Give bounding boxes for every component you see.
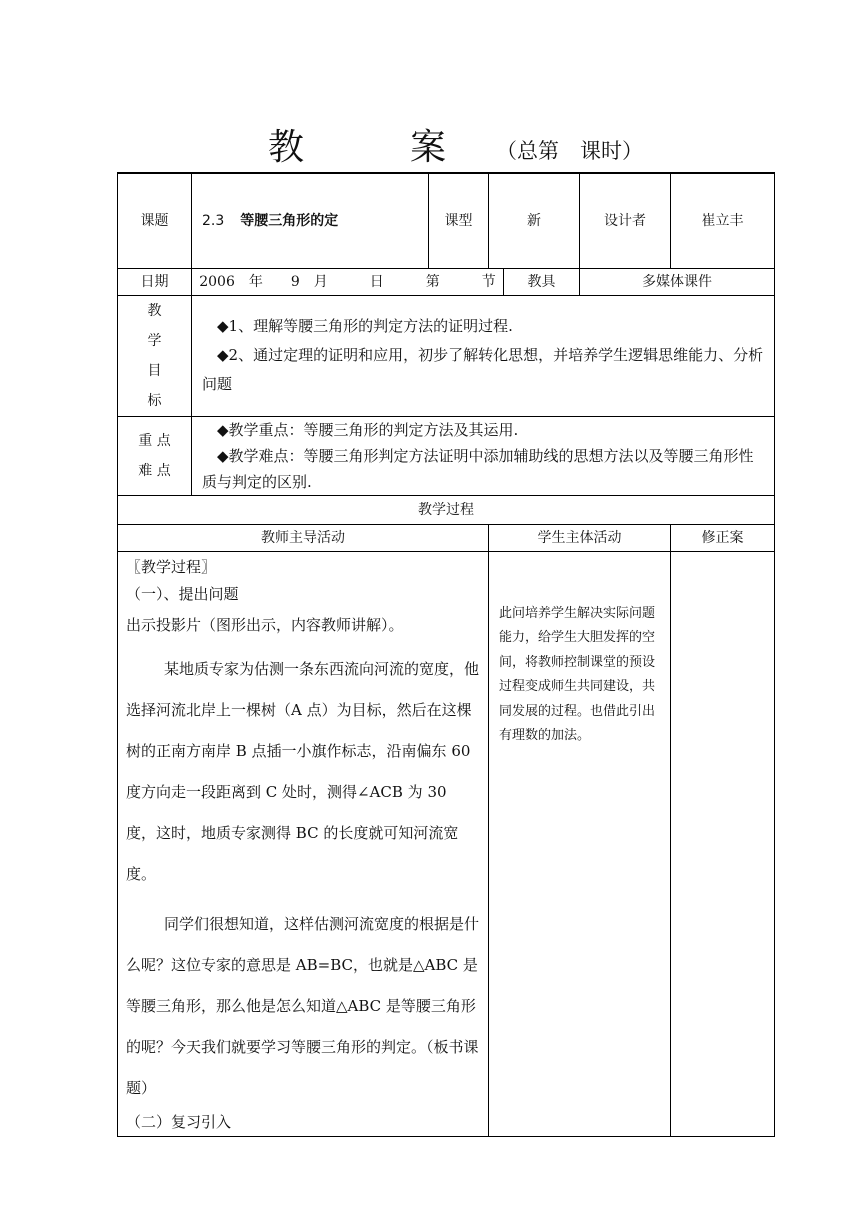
heading-char-jiao: 教 [268,127,305,168]
goal-item: ◆1、理解等腰三角形的判定方法的证明过程. [217,317,513,335]
goals-label-char: 标 [147,392,162,409]
goals-label-char: 教 [147,302,162,319]
goals-label-char: 目 [147,362,162,379]
process-content-row [118,551,775,1136]
key-point-item: ◆教学难点：等腰三角形判定方法证明中添加辅助线的思想方法以及等腰三角形性质与判定的区别. [202,446,754,491]
section-heading: （二）复习引入 [126,1112,232,1131]
intro-text: 出示投影片（图形出示，内容教师讲解）。 [126,615,404,634]
goals-content [192,295,775,416]
revise-column-header: 修正案 [671,524,775,551]
date-value: 2006 年 9 月 日 第 节 [192,268,504,295]
process-heading: 〖教学过程〗 [126,557,217,576]
goals-label-char: 学 [147,332,162,349]
topic-row [118,173,775,268]
process-header-row [118,524,775,551]
key-points-content [192,416,775,495]
student-activity-text: 此问培养学生解决实际问题能力，给学生大胆发挥的空间，将教师控制课堂的预设过程变成师生共同建设，共同发展的过程。也借此引出有理数的加法。 [499,605,656,743]
key-label-line: 难 点 [138,462,171,479]
tools-label: 教具 [504,268,580,295]
page-heading [0,128,860,172]
topic-label: 课题 [118,173,192,268]
topic-name: 等腰三角形的定 [240,212,339,229]
process-title-row [118,495,775,524]
paragraph: 同学们很想知道，这样估测河流宽度的根据是什么呢？这位专家的意思是 AB=BC，也就是△ABC 是等腰三角形，那么他是怎么知道△ABC 是等腰三角形的呢？今天我们就要学习等腰三角形的判定。（板书课题） [126,914,480,1097]
lesson-plan-table [117,172,775,1137]
tools-value: 多媒体课件 [580,268,775,295]
heading-lesson-count: （总第 课时） [496,139,643,163]
topic-title [192,173,429,268]
goals-row [118,295,775,416]
designer-label: 设计者 [580,173,671,268]
revise-cell [671,551,775,1136]
paragraph: 某地质专家为估测一条东西流向河流的宽度，他选择河流北岸上一棵树（A 点）为目标，然后在这棵树的正南方南岸 B 点插一小旗作标志，沿南偏东 60 度方向走一段距离到 C 处时，测得∠ACB 为 30 度，这时，地质专家测得 BC 的长度就可知河流宽度。 [126,659,480,883]
heading-char-an: 案 [410,127,447,168]
section-heading: （一）、提出问题 [126,584,239,603]
goals-label [118,295,192,416]
goal-item: ◆2、通过定理的证明和应用，初步了解转化思想，并培养学生逻辑思维能力、分析问题 [202,346,764,393]
lesson-type-value: 新 [489,173,580,268]
topic-number: 2.3 [202,212,225,229]
key-points-label [118,416,192,495]
process-title: 教学过程 [118,495,775,524]
date-row [118,268,775,295]
lesson-type-label: 课型 [429,173,489,268]
key-label-line: 重 点 [138,432,171,449]
teacher-activity [118,551,489,1136]
student-activity [489,551,671,1136]
student-column-header: 学生主体活动 [489,524,671,551]
key-point-item: ◆教学重点：等腰三角形的判定方法及其运用. [217,420,519,439]
key-points-row [118,416,775,495]
designer-value: 崔立丰 [671,173,775,268]
date-label: 日期 [118,268,192,295]
teacher-column-header: 教师主导活动 [118,524,489,551]
